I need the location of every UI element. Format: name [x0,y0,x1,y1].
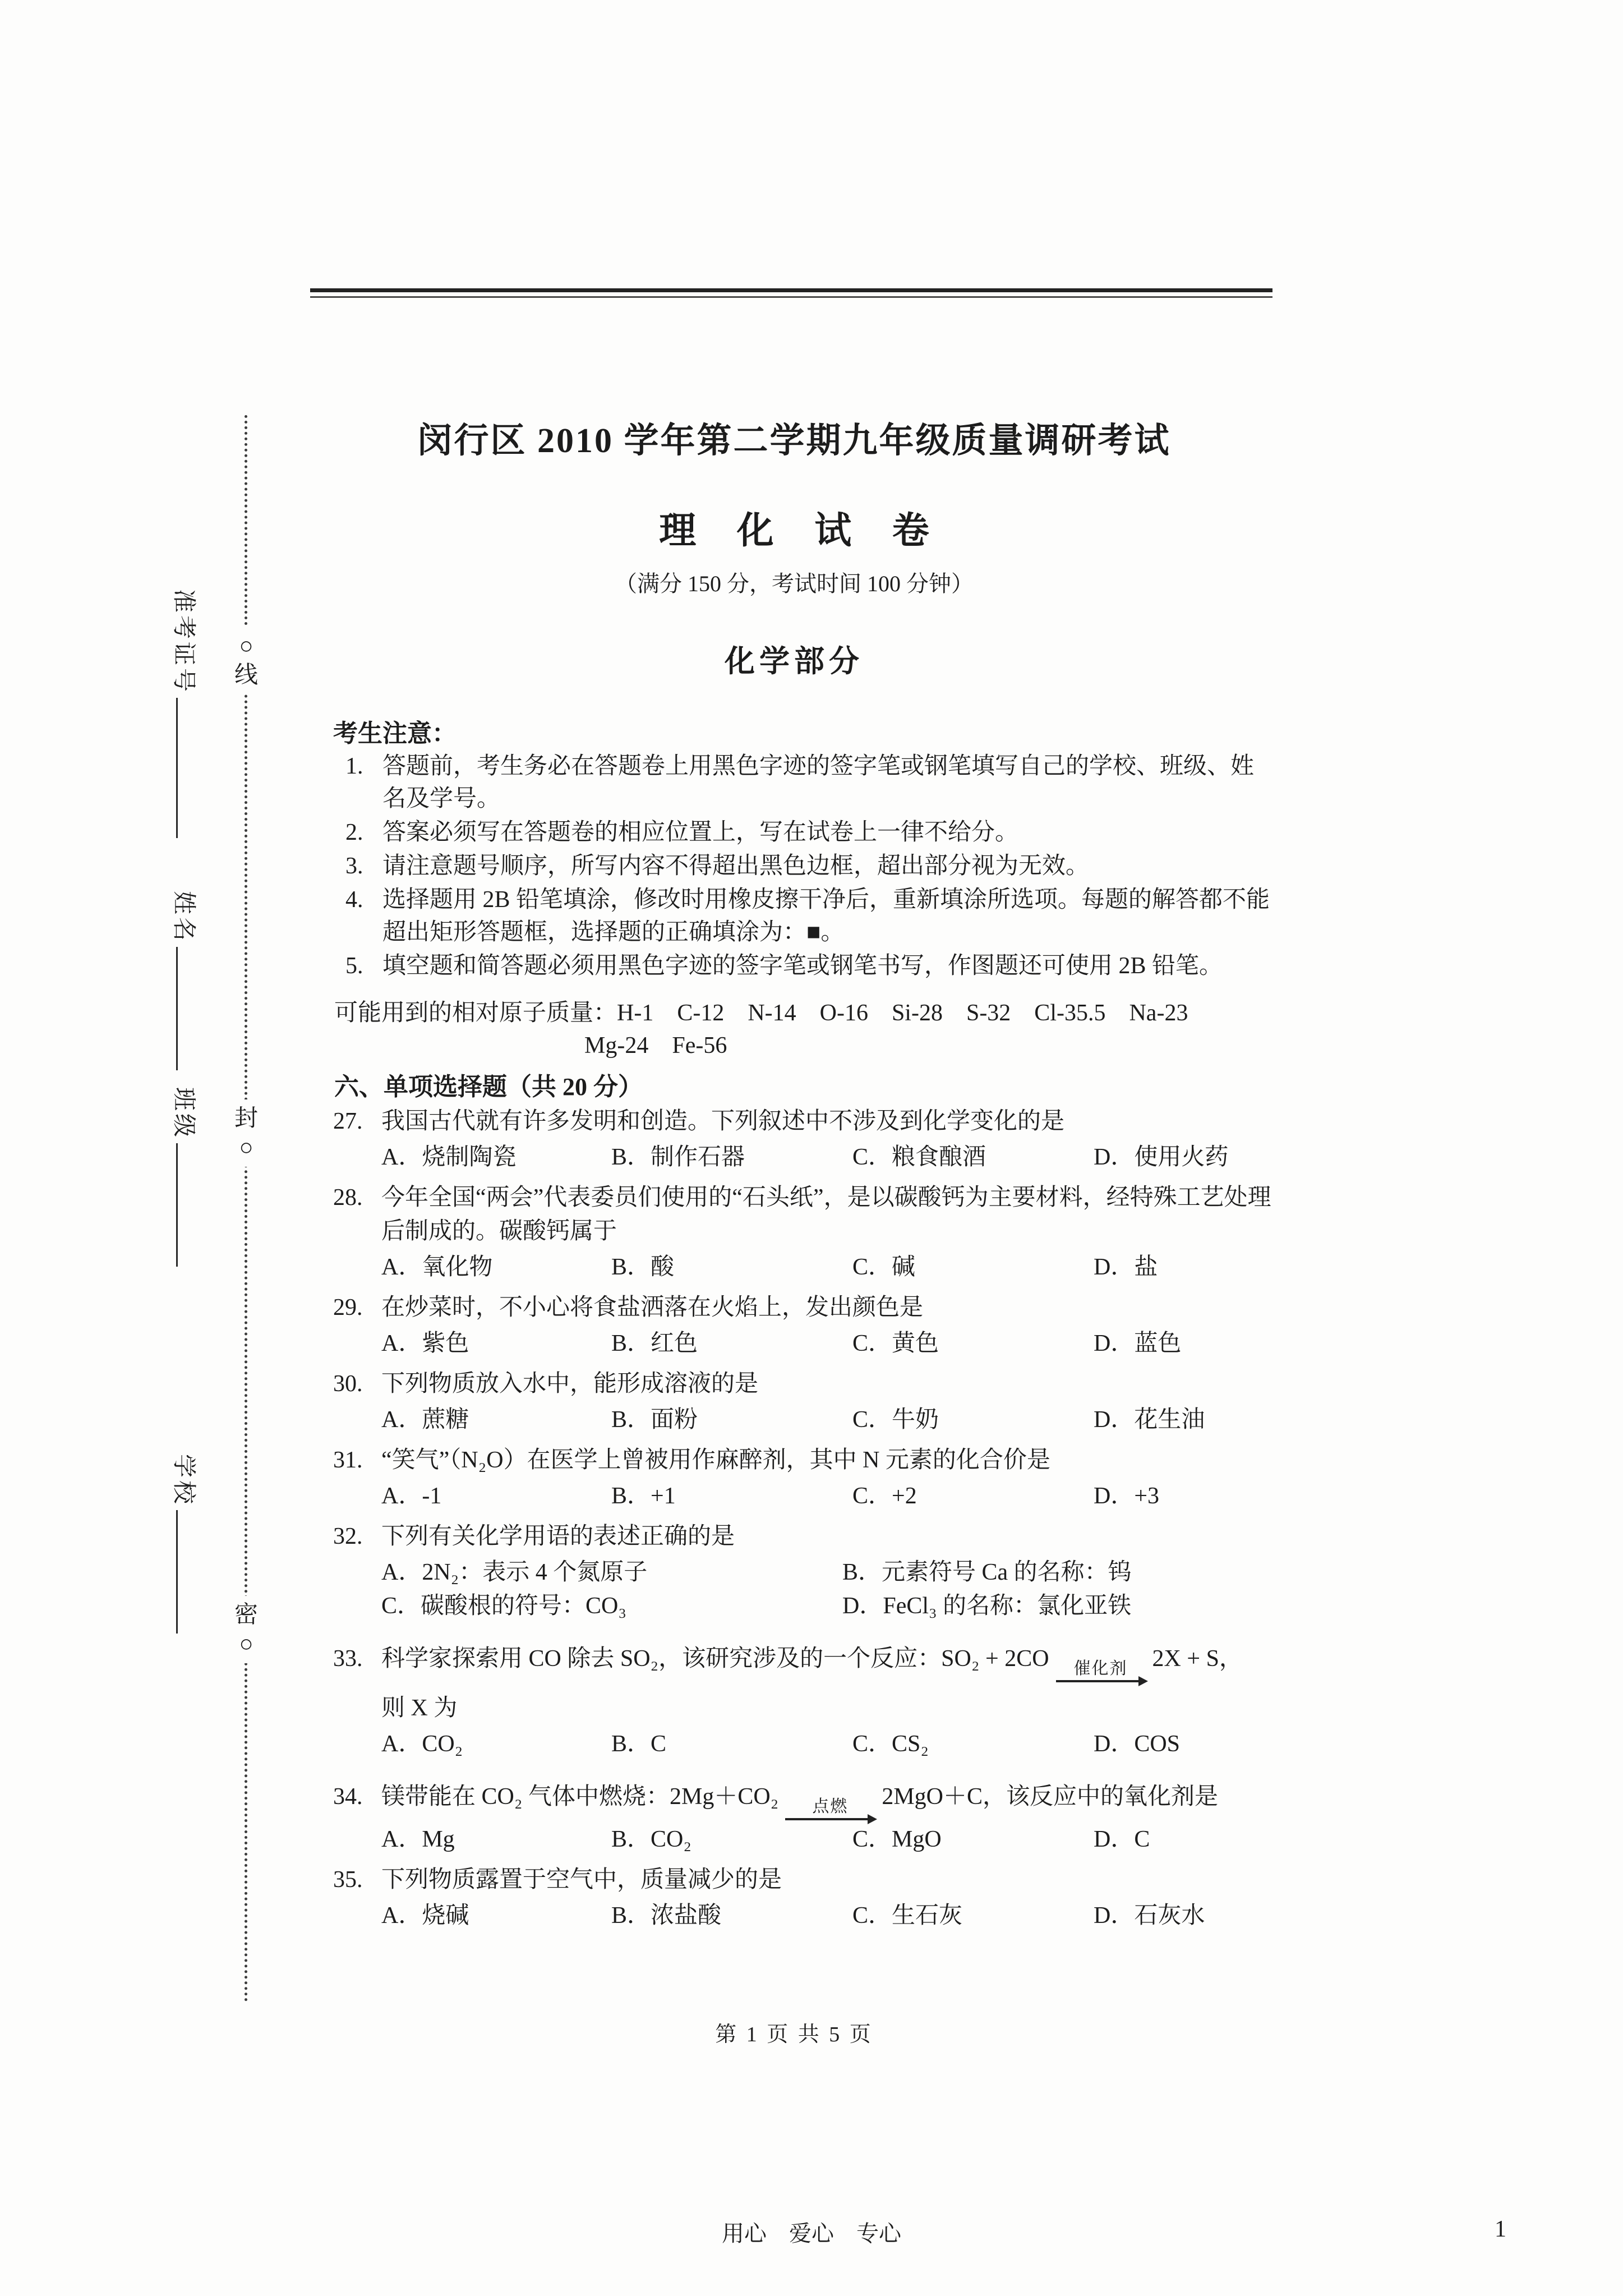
option-a: A．CO₂ [381,1731,463,1757]
stem-text-before: 镁带能在 CO₂ 气体中燃烧：2Mg＋CO₂ [381,1784,779,1810]
exam-meta: （满分 150 分，考试时间 100 分钟） [615,571,974,596]
margin-field-school [169,1454,197,1634]
options-row [314,1727,1274,1761]
option-a: A．Mg [381,1826,455,1852]
margin-field-ticket-number [169,589,197,838]
option-c: C．碳酸根的符号：CO₃ [381,1593,627,1619]
seal-mark-mi [227,1596,265,1663]
seal-circle-icon: ○ [239,1135,253,1161]
notice-item-text: 选择题用 2B 铅笔填涂，修改时用橡皮擦干净后，重新填涂所选项。每题的解答都不能超出矩形答题框，选择题的正确填涂为：■。 [382,887,1270,945]
options-row [314,1479,1274,1513]
option-b: B．面粉 [611,1407,698,1433]
class-blank [176,1143,183,1267]
notice-item-text: 请注意题号顺序，所写内容不得超出黑色边框，超出部分视为无效。 [382,853,1090,879]
options-row [314,1899,1274,1932]
notice-item [314,750,1274,815]
question-stem: 在炒菜时，不小心将食盐洒落在火焰上，发出颜色是 [381,1295,924,1320]
question-34 [314,1780,1274,1856]
question-number: 28. [333,1185,363,1211]
option-b: B．制作石器 [611,1144,745,1170]
footer-motto: 用心 爱心 专心 [722,2221,901,2246]
notice-heading: 考生注意： [333,720,457,747]
option-a: A．紫色 [381,1331,469,1356]
footer-page-number: 1 [1495,2216,1506,2242]
ticket-number-blank [176,698,183,838]
margin-field-name [169,891,197,1070]
option-d: D．石灰水 [1094,1903,1205,1929]
question-number: 27. [333,1108,363,1134]
seal-circle-icon: ○ [239,633,253,659]
notice-item-text: 填空题和简答题必须用黑色字迹的签字笔或钢笔书写，作图题还可使用 2B 铅笔。 [382,953,1223,979]
margin-field-label: 准考证号 [170,589,196,695]
right-arrow-icon [785,1818,875,1820]
option-a: A．氧化物 [381,1254,493,1280]
page-indicator: 第 1 页 共 5 页 [715,2023,873,2046]
question-32 [314,1520,1274,1623]
option-a: A．2N₂：表示 4 个氮原子 [381,1559,648,1585]
option-d: D．C [1094,1826,1150,1852]
margin-field-label: 姓名 [170,891,196,944]
question-number: 32. [333,1524,363,1549]
option-c: C．牛奶 [852,1407,939,1433]
stem-text-before: 科学家探索用 CO 除去 SO₂，该研究涉及的一个反应：SO₂ + 2CO [381,1646,1049,1672]
seal-mark-xian [227,627,265,694]
option-b: B．酸 [611,1254,675,1280]
option-c: C．粮食酿酒 [852,1144,986,1170]
notice-item [314,816,1274,849]
option-a: A．-1 [381,1483,442,1509]
question-number: 34. [333,1784,363,1810]
school-blank [176,1510,183,1634]
notice-item-number: 3. [345,853,363,879]
options-row [314,1327,1274,1360]
question-stem: 今年全国“两会”代表委员们使用的“石头纸”，是以碳酸钙为主要材料，经特殊工艺处理后制成的。碳酸钙属于 [381,1185,1271,1244]
atomic-mass-line-2: Mg-24 Fe-56 [584,1033,727,1059]
notice-item [314,850,1274,882]
option-d: D．盐 [1094,1254,1158,1280]
seal-char-feng: 封 [234,1106,258,1131]
option-c: C．+2 [852,1483,917,1509]
stem-text-after: 2MgO＋C，该反应中的氧化剂是 [882,1784,1219,1810]
option-b: B．红色 [611,1331,698,1356]
option-a: A．烧碱 [381,1903,469,1929]
question-35 [314,1863,1274,1932]
question-stem: 下列有关化学用语的表述正确的是 [381,1524,735,1549]
option-b: B．浓盐酸 [611,1903,722,1929]
options-row [314,1403,1274,1437]
option-c: C．黄色 [852,1331,939,1356]
margin-field-class [169,1087,197,1267]
option-c: C．碱 [852,1254,916,1280]
option-d: D．蓝色 [1094,1331,1182,1356]
question-stem-line2: 则 X 为 [381,1695,458,1721]
section-title-chemistry: 化学部分 [725,645,864,678]
notice-item [314,950,1274,982]
option-c: C．CS₂ [852,1731,929,1757]
option-b: B．+1 [611,1483,676,1509]
reaction-arrow-label: 点燃 [812,1797,849,1816]
option-d: D．花生油 [1094,1407,1205,1433]
question-stem [381,1642,1274,1682]
question-number: 30. [333,1371,363,1397]
section-heading-choice: 六、单项选择题（共 20 分） [334,1073,643,1101]
name-blank [176,947,183,1070]
question-31 [314,1443,1274,1513]
question-stem: “笑气”（N₂O）在医学上曾被用作麻醉剂，其中 N 元素的化合价是 [381,1447,1050,1473]
question-28 [314,1181,1274,1284]
question-stem: 我国古代就有许多发明和创造。下列叙述中不涉及到化学变化的是 [381,1108,1065,1134]
right-arrow-icon [1056,1680,1146,1682]
question-30 [314,1367,1274,1437]
seal-circle-icon: ○ [239,1631,253,1657]
question-number: 31. [333,1447,363,1473]
margin-field-label: 班级 [170,1087,196,1140]
notice-item [314,884,1274,949]
option-b: B．元素符号 Ca 的名称：钨 [842,1559,1132,1585]
exam-subtitle: 理 化 试 卷 [659,510,945,551]
reaction-arrow [1056,1659,1146,1682]
stem-text-after: 2X + S， [1152,1646,1243,1672]
options-row [314,1140,1274,1174]
notice-item-text: 答案必须写在答题卷的相应位置上，写在试卷上一律不给分。 [382,820,1019,845]
notice-item-number: 2. [345,820,363,845]
question-number: 33. [333,1646,363,1672]
reaction-arrow-label: 催化剂 [1073,1659,1128,1678]
options-row [314,1250,1274,1284]
header-rule [310,288,1272,298]
notice-item-number: 4. [345,887,363,913]
option-d: D．使用火药 [1094,1144,1229,1170]
option-b: B．CO₂ [611,1826,692,1852]
options-row [314,1823,1274,1856]
question-stem: 下列物质放入水中，能形成溶液的是 [381,1371,759,1397]
question-33 [314,1642,1274,1761]
question-stem [381,1780,1274,1820]
atomic-mass-line-1: 可能用到的相对原子质量：H-1 C-12 N-14 O-16 Si-28 S-32 Cl-35.5 Na-23 [334,1000,1188,1026]
notice-item-number: 1. [345,753,363,779]
option-d: D．COS [1094,1731,1181,1757]
question-stem: 下列物质露置于空气中，质量减少的是 [381,1867,782,1893]
option-d: D．FeCl₃ 的名称：氯化亚铁 [842,1593,1132,1619]
question-29 [314,1291,1274,1360]
question-number: 35. [333,1867,363,1893]
options-grid [314,1556,1274,1623]
seal-mark-feng [227,1099,265,1167]
exam-title: 闵行区 2010 学年第二学期九年级质量调研考试 [417,422,1171,460]
option-a: A．烧制陶瓷 [381,1144,517,1170]
option-c: C．生石灰 [852,1903,963,1929]
notice-item-number: 5. [345,953,363,979]
seal-char-xian: 线 [234,662,258,688]
option-c: C．MgO [852,1826,942,1852]
seal-char-mi: 密 [234,1602,258,1628]
reaction-arrow [785,1797,875,1820]
option-a: A．蔗糖 [381,1407,469,1433]
notice-item-text: 答题前，考生务必在答题卷上用黑色字迹的签字笔或钢笔填写自己的学校、班级、姓名及学号。 [382,753,1255,812]
question-number: 29. [333,1295,363,1320]
main-content [314,412,1274,2047]
question-27 [314,1105,1274,1174]
option-b: B．C [611,1731,667,1757]
margin-field-label: 学校 [170,1454,196,1507]
option-d: D．+3 [1094,1483,1160,1509]
